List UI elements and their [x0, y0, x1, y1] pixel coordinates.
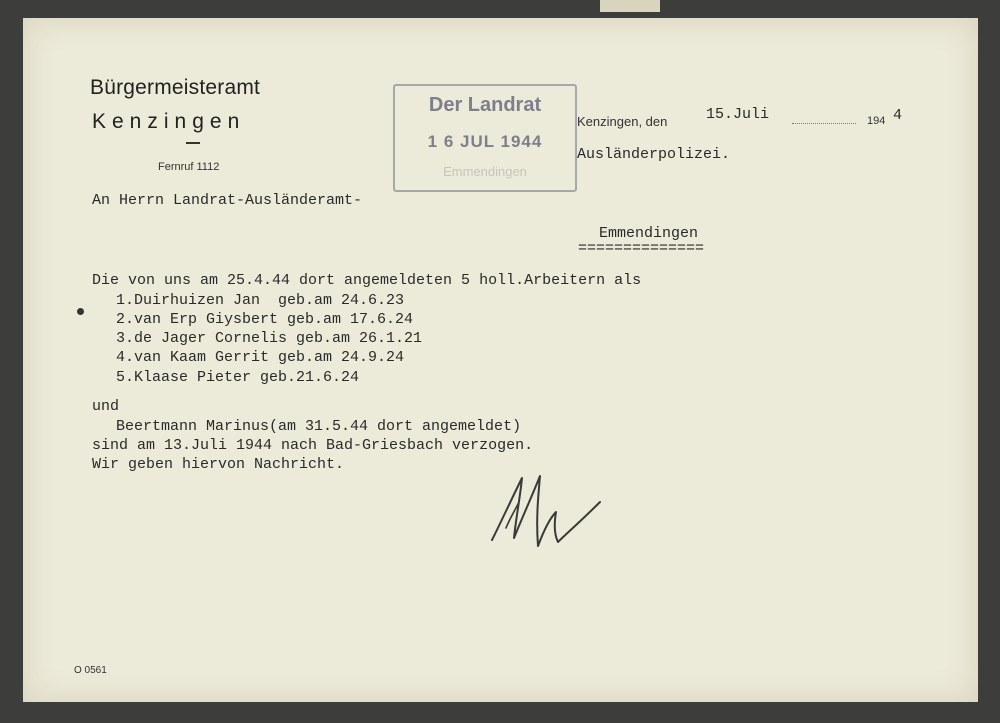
letterhead-divider — [186, 142, 200, 144]
body-notice: Wir geben hiervon Nachricht. — [92, 456, 345, 473]
letterhead-office: Bürgermeisteramt — [90, 76, 261, 99]
stamp-date: 1 6 JUL 1944 — [427, 132, 543, 151]
recipient-city-underline: ============== — [578, 240, 705, 257]
letterhead-phone: Fernruf 1112 — [158, 161, 220, 173]
recipient-line: An Herrn Landrat-Ausländeramt- — [92, 192, 363, 209]
archive-code: O 0561 — [74, 665, 107, 676]
stamp-place: Emmendingen — [443, 164, 527, 179]
worker-line: 3.de Jager Cornelis geb.am 26.1.21 — [116, 330, 423, 347]
dateline-year-suffix: 4 — [893, 107, 903, 124]
worker-line: 4.van Kaam Gerrit geb.am 24.9.24 — [116, 349, 405, 366]
dateline-department: Ausländerpolizei. — [577, 146, 731, 163]
worker-line: 5.Klaase Pieter geb.21.6.24 — [116, 369, 360, 386]
dateline-place: Kenzingen, den — [577, 114, 668, 129]
body-moved: sind am 13.Juli 1944 nach Bad-Griesbach verzogen. — [92, 437, 534, 454]
handwritten-signature — [480, 468, 610, 558]
body-intro: Die von uns am 25.4.44 dort angemeldeten 5 holl.Arbeitern als — [92, 272, 642, 289]
letterhead-town: Kenzingen — [92, 110, 246, 133]
worker-line: 1.Duirhuizen Jan geb.am 24.6.23 — [116, 292, 405, 309]
recipient-city: Emmendingen — [599, 225, 699, 242]
body-extra-worker: Beertmann Marinus(am 31.5.44 dort angemeldet) — [116, 418, 522, 435]
receipt-stamp — [393, 84, 577, 192]
stamp-title: Der Landrat — [428, 94, 542, 116]
tape-strip — [600, 0, 660, 12]
dateline-year-prefix: 194 — [867, 115, 886, 127]
worker-line: 2.van Erp Giysbert geb.am 17.6.24 — [116, 311, 414, 328]
margin-mark — [77, 308, 84, 315]
dateline-dotted-line — [792, 123, 856, 124]
body-und: und — [92, 398, 120, 415]
dateline-day: 15.Juli — [706, 106, 770, 123]
